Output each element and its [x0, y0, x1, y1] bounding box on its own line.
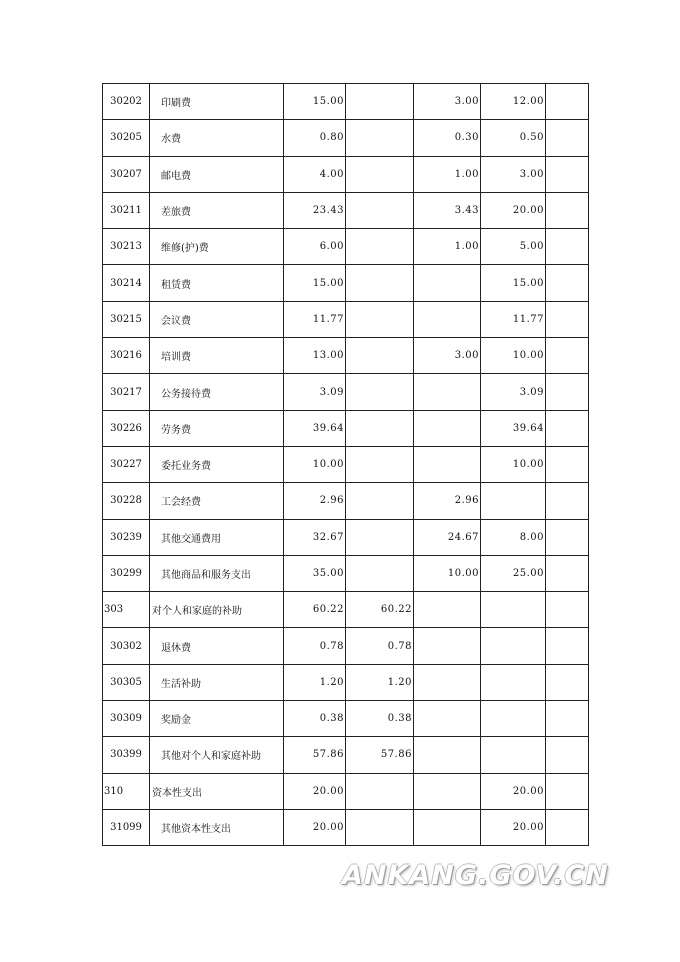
total-cell: 15.00 [284, 84, 346, 120]
col1-cell [346, 338, 414, 374]
item-name-cell: 奖励金 [150, 701, 284, 737]
col4-cell [546, 446, 589, 482]
col4-cell [546, 301, 589, 337]
code-cell: 310 [103, 773, 150, 809]
col2-cell [414, 592, 481, 628]
code-cell: 30207 [103, 156, 150, 192]
table-row [103, 483, 589, 519]
col2-cell [414, 773, 481, 809]
code-cell: 30214 [103, 265, 150, 301]
col1-cell: 0.38 [346, 701, 414, 737]
col1-cell [346, 229, 414, 265]
col4-cell [546, 809, 589, 845]
item-name-cell: 生活补助 [150, 664, 284, 700]
total-cell: 39.64 [284, 410, 346, 446]
col1-cell [346, 809, 414, 845]
col2-cell [414, 628, 481, 664]
code-cell: 30299 [103, 555, 150, 591]
col1-cell [346, 265, 414, 301]
col3-cell: 0.50 [481, 120, 546, 156]
col1-cell [346, 410, 414, 446]
col2-cell [414, 737, 481, 773]
total-cell: 2.96 [284, 483, 346, 519]
col3-cell [481, 737, 546, 773]
item-name-cell: 差旅费 [150, 192, 284, 228]
col3-cell [481, 628, 546, 664]
code-cell: 30228 [103, 483, 150, 519]
col1-cell [346, 192, 414, 228]
code-cell: 30226 [103, 410, 150, 446]
total-cell: 32.67 [284, 519, 346, 555]
col1-cell: 60.22 [346, 592, 414, 628]
col3-cell [481, 483, 546, 519]
total-cell: 11.77 [284, 301, 346, 337]
col2-cell [414, 664, 481, 700]
code-cell: 303 [103, 592, 150, 628]
code-cell: 31099 [103, 809, 150, 845]
total-cell: 10.00 [284, 446, 346, 482]
col4-cell [546, 737, 589, 773]
total-cell: 6.00 [284, 229, 346, 265]
item-name-cell: 公务接待费 [150, 374, 284, 410]
item-name-cell: 培训费 [150, 338, 284, 374]
col3-cell: 39.64 [481, 410, 546, 446]
item-name-cell: 租赁费 [150, 265, 284, 301]
col3-cell [481, 664, 546, 700]
item-name-cell: 劳务费 [150, 410, 284, 446]
col4-cell [546, 84, 589, 120]
item-name-cell: 邮电费 [150, 156, 284, 192]
item-name-cell: 其他资本性支出 [150, 809, 284, 845]
col4-cell [546, 120, 589, 156]
col4-cell [546, 483, 589, 519]
watermark-logo: ANKANG.GOV.CN [342, 860, 609, 891]
col3-cell: 20.00 [481, 809, 546, 845]
code-cell: 30216 [103, 338, 150, 374]
total-cell: 35.00 [284, 555, 346, 591]
table-row [103, 701, 589, 737]
total-cell: 0.78 [284, 628, 346, 664]
code-cell: 30213 [103, 229, 150, 265]
col2-cell [414, 809, 481, 845]
total-cell: 15.00 [284, 265, 346, 301]
table-row [103, 301, 589, 337]
col1-cell: 1.20 [346, 664, 414, 700]
col3-cell: 12.00 [481, 84, 546, 120]
code-cell: 30202 [103, 84, 150, 120]
col4-cell [546, 156, 589, 192]
col4-cell [546, 628, 589, 664]
item-name-cell: 会议费 [150, 301, 284, 337]
col4-cell [546, 773, 589, 809]
table-row [103, 519, 589, 555]
table-row [103, 628, 589, 664]
col3-cell: 11.77 [481, 301, 546, 337]
item-name-cell: 印刷费 [150, 84, 284, 120]
col2-cell [414, 701, 481, 737]
col2-cell: 3.43 [414, 192, 481, 228]
col2-cell: 1.00 [414, 229, 481, 265]
col1-cell [346, 555, 414, 591]
table-body [103, 84, 589, 846]
item-name-cell: 资本性支出 [150, 773, 284, 809]
total-cell: 4.00 [284, 156, 346, 192]
col1-cell [346, 120, 414, 156]
col4-cell [546, 265, 589, 301]
total-cell: 0.80 [284, 120, 346, 156]
total-cell: 1.20 [284, 664, 346, 700]
col2-cell: 24.67 [414, 519, 481, 555]
col3-cell: 3.09 [481, 374, 546, 410]
col3-cell: 3.00 [481, 156, 546, 192]
item-name-cell: 对个人和家庭的补助 [150, 592, 284, 628]
table-row [103, 664, 589, 700]
item-name-cell: 维修(护)费 [150, 229, 284, 265]
col3-cell [481, 592, 546, 628]
col2-cell [414, 374, 481, 410]
col4-cell [546, 374, 589, 410]
col3-cell: 10.00 [481, 338, 546, 374]
col1-cell [346, 483, 414, 519]
col4-cell [546, 701, 589, 737]
col3-cell [481, 701, 546, 737]
code-cell: 30211 [103, 192, 150, 228]
total-cell: 57.86 [284, 737, 346, 773]
col1-cell [346, 446, 414, 482]
code-cell: 30215 [103, 301, 150, 337]
item-name-cell: 其他交通费用 [150, 519, 284, 555]
col3-cell: 20.00 [481, 773, 546, 809]
col3-cell: 8.00 [481, 519, 546, 555]
col3-cell: 10.00 [481, 446, 546, 482]
col4-cell [546, 338, 589, 374]
item-name-cell: 水费 [150, 120, 284, 156]
total-cell: 60.22 [284, 592, 346, 628]
total-cell: 13.00 [284, 338, 346, 374]
col1-cell: 57.86 [346, 737, 414, 773]
col2-cell: 3.00 [414, 338, 481, 374]
code-cell: 30305 [103, 664, 150, 700]
item-name-cell: 工会经费 [150, 483, 284, 519]
col2-cell [414, 446, 481, 482]
item-name-cell: 退休费 [150, 628, 284, 664]
col4-cell [546, 555, 589, 591]
table-row [103, 446, 589, 482]
code-cell: 30227 [103, 446, 150, 482]
col2-cell: 1.00 [414, 156, 481, 192]
code-cell: 30205 [103, 120, 150, 156]
table-row [103, 737, 589, 773]
col1-cell [346, 374, 414, 410]
col4-cell [546, 592, 589, 628]
total-cell: 0.38 [284, 701, 346, 737]
table-row [103, 192, 589, 228]
col3-cell: 15.00 [481, 265, 546, 301]
col3-cell: 5.00 [481, 229, 546, 265]
total-cell: 20.00 [284, 809, 346, 845]
table-row [103, 555, 589, 591]
table-row [103, 120, 589, 156]
table-row [103, 84, 589, 120]
table-row [103, 374, 589, 410]
table-row [103, 410, 589, 446]
code-cell: 30399 [103, 737, 150, 773]
table-row [103, 265, 589, 301]
total-cell: 20.00 [284, 773, 346, 809]
table-row [103, 229, 589, 265]
col1-cell [346, 773, 414, 809]
col1-cell [346, 156, 414, 192]
col4-cell [546, 410, 589, 446]
code-cell: 30239 [103, 519, 150, 555]
col1-cell [346, 84, 414, 120]
col4-cell [546, 192, 589, 228]
col2-cell [414, 301, 481, 337]
code-cell: 30217 [103, 374, 150, 410]
table-row [103, 338, 589, 374]
col2-cell: 2.96 [414, 483, 481, 519]
col1-cell [346, 519, 414, 555]
col2-cell [414, 410, 481, 446]
col1-cell: 0.78 [346, 628, 414, 664]
item-name-cell: 其他商品和服务支出 [150, 555, 284, 591]
col2-cell: 0.30 [414, 120, 481, 156]
col1-cell [346, 301, 414, 337]
col2-cell: 10.00 [414, 555, 481, 591]
total-cell: 3.09 [284, 374, 346, 410]
table-row [103, 809, 589, 845]
table-row [103, 773, 589, 809]
code-cell: 30302 [103, 628, 150, 664]
table-row [103, 156, 589, 192]
item-name-cell: 委托业务费 [150, 446, 284, 482]
total-cell: 23.43 [284, 192, 346, 228]
code-cell: 30309 [103, 701, 150, 737]
col2-cell [414, 265, 481, 301]
col4-cell [546, 519, 589, 555]
budget-table [102, 83, 589, 846]
col3-cell: 25.00 [481, 555, 546, 591]
col2-cell: 3.00 [414, 84, 481, 120]
table-row [103, 592, 589, 628]
col4-cell [546, 664, 589, 700]
item-name-cell: 其他对个人和家庭补助 [150, 737, 284, 773]
col4-cell [546, 229, 589, 265]
col3-cell: 20.00 [481, 192, 546, 228]
